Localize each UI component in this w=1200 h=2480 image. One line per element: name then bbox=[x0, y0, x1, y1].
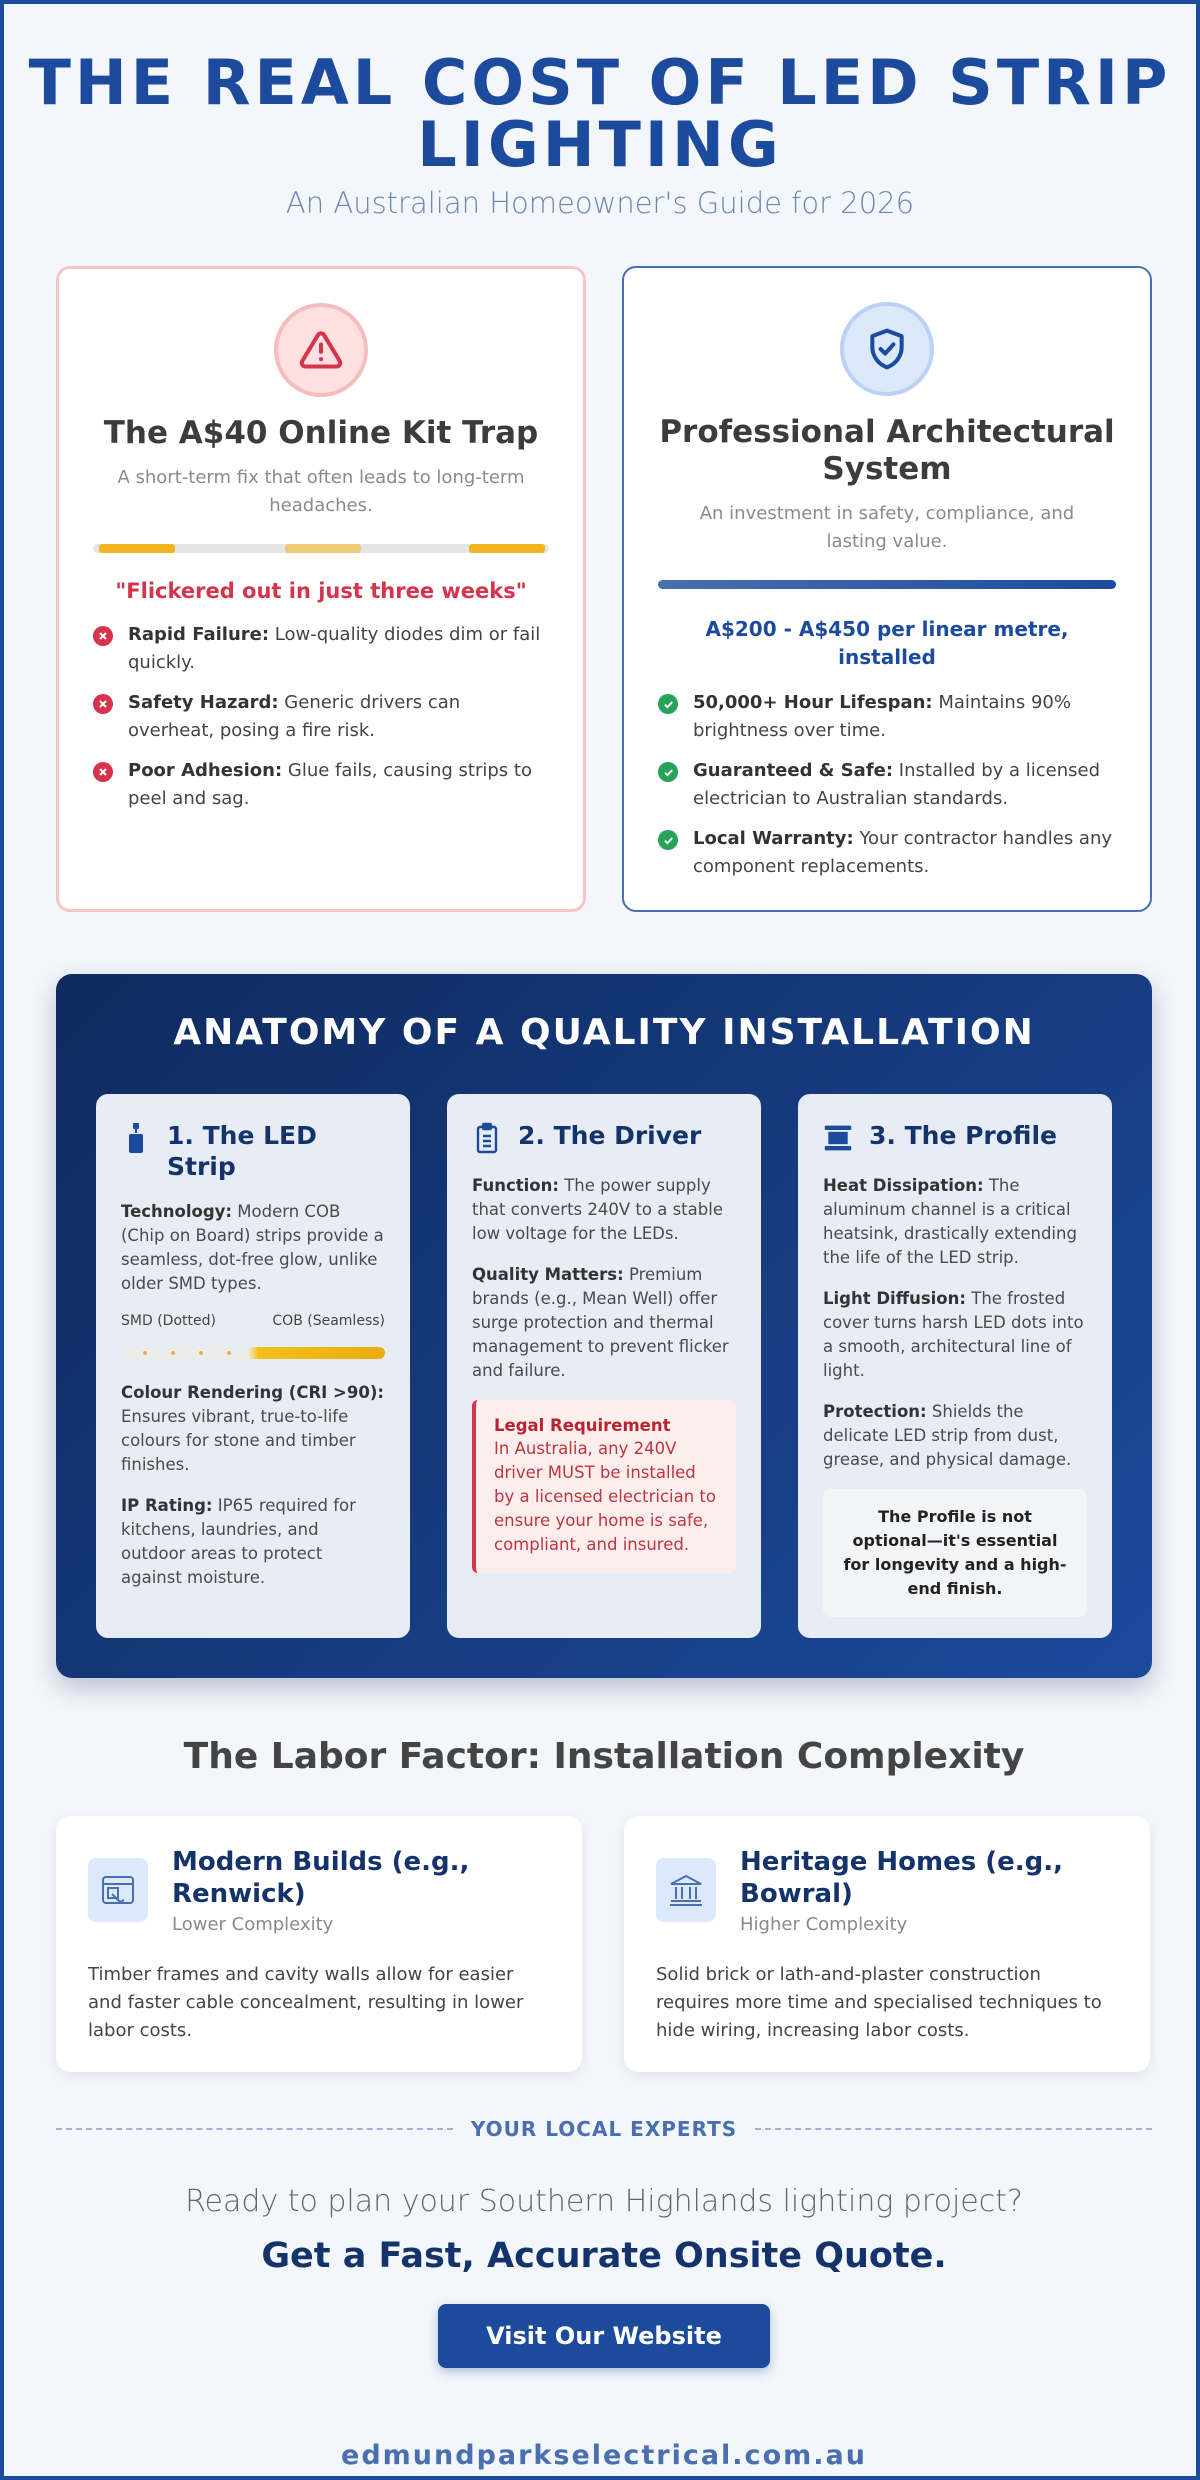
smd-cob-comparison-bar bbox=[121, 1347, 385, 1359]
legal-text: In Australia, any 240V driver MUST be installed by a licensed electrician to ensure your home is safe, compliant, and insured. bbox=[494, 1439, 716, 1554]
cob-label: COB (Seamless) bbox=[272, 1313, 385, 1329]
divider-label: YOUR LOCAL EXPERTS bbox=[470, 2117, 738, 2141]
house-frame-icon bbox=[88, 1858, 148, 1922]
labor-section-title: The Labor Factor: Installation Complexity bbox=[183, 1736, 1025, 1777]
complexity-label: Lower Complexity bbox=[172, 1914, 334, 1935]
warning-triangle-icon bbox=[274, 303, 368, 397]
technology-text: Technology: Modern COB (Chip on Board) strips provide a seamless, dot-free glow, unlike older SMD types. bbox=[121, 1202, 384, 1293]
card-title: The A$40 Online Kit Trap bbox=[103, 415, 539, 451]
card-title: 3. The Profile bbox=[869, 1121, 1057, 1150]
visit-website-button[interactable]: Visit Our Website bbox=[438, 2304, 770, 2368]
smd-cob-legend bbox=[121, 1313, 385, 1329]
profile-channel-icon bbox=[823, 1120, 853, 1156]
item-text: Low-quality diodes dim or fail quickly. bbox=[128, 624, 541, 673]
card-description: A short-term fix that often leads to long-term headaches. bbox=[117, 467, 525, 516]
list-item bbox=[658, 825, 1116, 881]
function-text: Function: The power supply that converts 240V to a stable low voltage for the LEDs. bbox=[472, 1176, 723, 1243]
item-label: Safety Hazard: bbox=[128, 692, 279, 713]
website-url[interactable]: edmundparkselectrical.com.au bbox=[341, 2440, 867, 2471]
complexity-label: Higher Complexity bbox=[740, 1914, 908, 1935]
check-circle-icon bbox=[658, 830, 678, 850]
price-range: A$200 - A$450 per linear metre, installed bbox=[705, 617, 1069, 669]
profile-note: The Profile is not optional—it's essential for longevity and a high-end finish. bbox=[823, 1489, 1087, 1617]
item-label: 50,000+ Hour Lifespan: bbox=[693, 692, 933, 713]
card-text: Timber frames and cavity walls allow for easier and faster cable concealment, resulting in lower labor costs. bbox=[88, 1964, 524, 2041]
cri-text: Colour Rendering (CRI >90): Ensures vibrant, true-to-life colours for stone and timber finishes. bbox=[121, 1383, 384, 1474]
check-circle-icon bbox=[658, 762, 678, 782]
driver-card bbox=[447, 1094, 761, 1638]
cta-question: Ready to plan your Southern Highlands lighting project? bbox=[185, 2184, 1023, 2219]
x-circle-icon bbox=[93, 626, 113, 646]
profile-card bbox=[798, 1094, 1112, 1638]
item-text: Installed by a licensed electrician to Australian standards. bbox=[693, 760, 1101, 809]
quality-bar bbox=[93, 544, 549, 553]
cta-headline: Get a Fast, Accurate Onsite Quote. bbox=[261, 2236, 947, 2276]
online-kit-card bbox=[56, 266, 586, 912]
heritage-homes-card bbox=[624, 1816, 1150, 2072]
check-circle-icon bbox=[658, 694, 678, 714]
card-title: Heritage Homes (e.g., Bowral) bbox=[740, 1847, 1064, 1909]
item-text: Your contractor handles any component replacements. bbox=[693, 828, 1113, 877]
item-text: Generic drivers can overheat, posing a fire risk. bbox=[128, 692, 461, 741]
professional-system-card bbox=[622, 266, 1152, 912]
shield-check-icon bbox=[840, 302, 934, 396]
section-divider bbox=[56, 2114, 1152, 2144]
light-diffusion-text: Light Diffusion: The frosted cover turns harsh LED dots into a smooth, architectural line of light. bbox=[823, 1289, 1084, 1380]
review-quote: "Flickered out in just three weeks" bbox=[115, 579, 527, 603]
lamp-icon bbox=[121, 1120, 151, 1156]
benefit-list bbox=[658, 689, 1116, 881]
modern-builds-card bbox=[56, 1816, 582, 2072]
card-description: An investment in safety, compliance, and lasting value. bbox=[699, 503, 1075, 552]
item-label: Guaranteed & Safe: bbox=[693, 760, 894, 781]
section-title: ANATOMY OF A QUALITY INSTALLATION bbox=[173, 1012, 1035, 1053]
x-circle-icon bbox=[93, 762, 113, 782]
heat-dissipation-text: Heat Dissipation: The aluminum channel is a critical heatsink, drastically extending the life of the LED strip. bbox=[823, 1176, 1077, 1267]
protection-text: Protection: Shields the delicate LED strip from dust, grease, and physical damage. bbox=[823, 1402, 1072, 1469]
list-item bbox=[93, 689, 549, 745]
item-text: Maintains 90% brightness over time. bbox=[693, 692, 1071, 741]
item-text: Glue fails, causing strips to peel and sag. bbox=[128, 760, 532, 809]
card-title: Professional Architectural System bbox=[659, 414, 1115, 487]
anatomy-section bbox=[56, 974, 1152, 1678]
legal-title: Legal Requirement bbox=[494, 1416, 671, 1435]
list-item bbox=[658, 689, 1116, 745]
card-title: 2. The Driver bbox=[518, 1121, 702, 1150]
list-item bbox=[93, 757, 549, 813]
legal-requirement-callout bbox=[472, 1400, 736, 1573]
card-title: 1. The LED Strip bbox=[167, 1121, 317, 1181]
item-label: Local Warranty: bbox=[693, 828, 854, 849]
clipboard-icon bbox=[472, 1120, 502, 1156]
list-item bbox=[658, 757, 1116, 813]
page-subtitle: An Australian Homeowner's Guide for 2026 bbox=[285, 186, 915, 220]
risk-list bbox=[93, 621, 549, 813]
comparison-section bbox=[56, 266, 1152, 912]
ip-rating-text: IP Rating: IP65 required for kitchens, laundries, and outdoor areas to protect against moisture. bbox=[121, 1496, 356, 1587]
list-item bbox=[93, 621, 549, 677]
quality-text: Quality Matters: Premium brands (e.g., Mean Well) offer surge protection and thermal management to prevent flicker and failure. bbox=[472, 1265, 729, 1380]
card-text: Solid brick or lath-and-plaster construction requires more time and specialised techniques to hide wiring, increasing labor costs. bbox=[656, 1964, 1102, 2041]
item-label: Poor Adhesion: bbox=[128, 760, 283, 781]
led-strip-card bbox=[96, 1094, 410, 1638]
smd-label: SMD (Dotted) bbox=[121, 1313, 216, 1329]
heritage-building-icon bbox=[656, 1858, 716, 1922]
header bbox=[4, 4, 1196, 220]
quality-bar bbox=[658, 580, 1116, 589]
item-label: Rapid Failure: bbox=[128, 624, 270, 645]
page-title: THE REAL COST OF LED STRIP LIGHTING bbox=[28, 46, 1172, 181]
card-title: Modern Builds (e.g., Renwick) bbox=[172, 1847, 470, 1909]
x-circle-icon bbox=[93, 694, 113, 714]
